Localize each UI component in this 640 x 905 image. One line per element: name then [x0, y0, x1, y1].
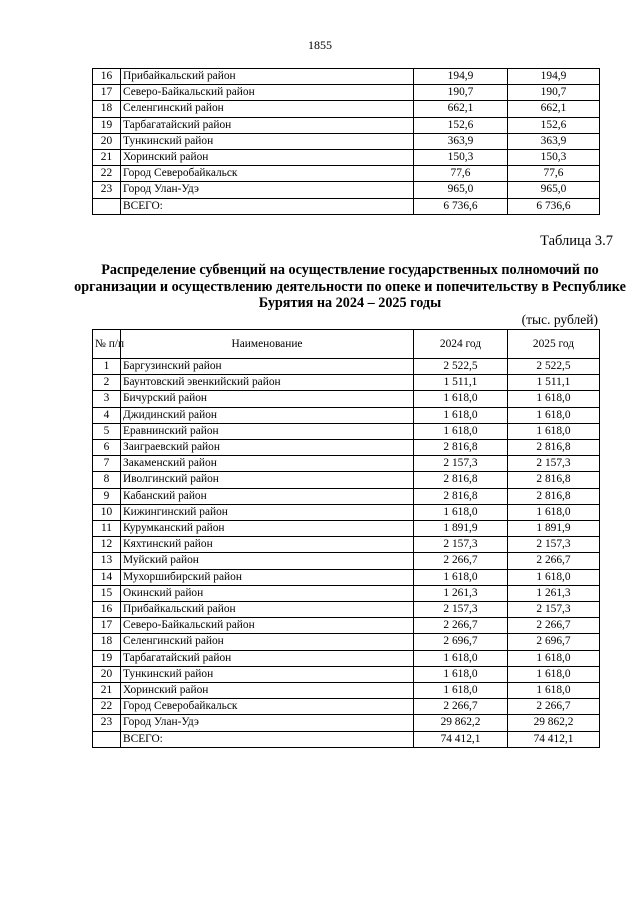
table-row — [93, 553, 600, 569]
table-row — [93, 683, 600, 699]
table-row — [93, 618, 600, 634]
row-name: Еравнинский район — [121, 423, 414, 439]
row-name: Селенгинский район — [121, 634, 414, 650]
row-number: 18 — [93, 634, 121, 650]
row-number: 3 — [93, 391, 121, 407]
row-number: 12 — [93, 537, 121, 553]
table-row — [93, 150, 600, 166]
row-name: Кяхтинский район — [121, 537, 414, 553]
row-name: Заиграевский район — [121, 440, 414, 456]
row-number: 20 — [93, 666, 121, 682]
row-name: Северо-Байкальский район — [121, 618, 414, 634]
row-name: Закаменский район — [121, 456, 414, 472]
page-number: 1855 — [308, 38, 332, 52]
row-value-2025: 1 618,0 — [508, 683, 600, 699]
row-value-2024: 2 157,3 — [414, 602, 508, 618]
row-number: 7 — [93, 456, 121, 472]
row-value-2025: 194,9 — [508, 69, 600, 85]
row-value-2025: 150,3 — [508, 150, 600, 166]
row-value-2025: 2 816,8 — [508, 472, 600, 488]
table-row — [93, 182, 600, 198]
table-row — [93, 569, 600, 585]
row-value-2025: 363,9 — [508, 133, 600, 149]
row-number: 23 — [93, 715, 121, 731]
table-row — [93, 699, 600, 715]
table-row — [93, 602, 600, 618]
row-value-2024: 1 618,0 — [414, 683, 508, 699]
row-value-2024: 1 891,9 — [414, 521, 508, 537]
row-value-2025: 1 618,0 — [508, 391, 600, 407]
table-heading: Распределение субвенций на осуществление государственных полномочий по организации и осуществлению деятельности по опеке и попечительству в Республике Бурятия на 2024 – 2025 годы — [74, 262, 626, 312]
row-value-2024: 1 618,0 — [414, 504, 508, 520]
row-name: ВСЕГО: — [121, 198, 414, 214]
row-value-2024: 74 412,1 — [414, 731, 508, 747]
row-name: Тарбагатайский район — [121, 650, 414, 666]
row-value-2024: 2 266,7 — [414, 618, 508, 634]
row-value-2025: 2 157,3 — [508, 456, 600, 472]
row-name: Окинский район — [121, 585, 414, 601]
row-value-2024: 2 816,8 — [414, 440, 508, 456]
row-number: 22 — [93, 699, 121, 715]
row-value-2025: 1 618,0 — [508, 504, 600, 520]
row-value-2024: 2 157,3 — [414, 456, 508, 472]
row-value-2025: 1 618,0 — [508, 423, 600, 439]
row-name: Мухоршибирский район — [121, 569, 414, 585]
table-row — [93, 391, 600, 407]
row-value-2024: 194,9 — [414, 69, 508, 85]
row-number: 17 — [93, 85, 121, 101]
row-number: 10 — [93, 504, 121, 520]
row-name: Тарбагатайский район — [121, 117, 414, 133]
row-value-2024: 2 266,7 — [414, 553, 508, 569]
units-label: (тыс. рублей) — [521, 312, 598, 327]
table-row — [93, 504, 600, 520]
row-value-2024: 965,0 — [414, 182, 508, 198]
table-row — [93, 359, 600, 375]
table1-body — [93, 69, 600, 215]
row-value-2025: 190,7 — [508, 85, 600, 101]
row-number: 15 — [93, 585, 121, 601]
row-value-2024: 190,7 — [414, 85, 508, 101]
table-row — [93, 69, 600, 85]
row-value-2025: 1 618,0 — [508, 650, 600, 666]
row-value-2025: 1 261,3 — [508, 585, 600, 601]
table-row — [93, 407, 600, 423]
row-value-2025: 1 618,0 — [508, 666, 600, 682]
guardianship-subsidy-table — [92, 329, 600, 748]
row-number: 14 — [93, 569, 121, 585]
row-name: Северо-Байкальский район — [121, 85, 414, 101]
row-name: Город Северобайкальск — [121, 166, 414, 182]
row-name: Баунтовский эвенкийский район — [121, 375, 414, 391]
row-value-2024: 150,3 — [414, 150, 508, 166]
row-value-2024: 1 618,0 — [414, 666, 508, 682]
row-number: 20 — [93, 133, 121, 149]
row-number: 8 — [93, 472, 121, 488]
table-row — [93, 375, 600, 391]
row-name: Кабанский район — [121, 488, 414, 504]
row-name: Селенгинский район — [121, 101, 414, 117]
row-name: Хоринский район — [121, 150, 414, 166]
header-name: Наименование — [121, 330, 414, 359]
row-number: 19 — [93, 117, 121, 133]
row-number — [93, 731, 121, 747]
row-number: 19 — [93, 650, 121, 666]
row-value-2024: 1 618,0 — [414, 407, 508, 423]
table-label: Таблица 3.7 — [540, 233, 613, 249]
row-value-2025: 2 266,7 — [508, 553, 600, 569]
row-value-2025: 2 696,7 — [508, 634, 600, 650]
row-value-2024: 2 696,7 — [414, 634, 508, 650]
row-value-2025: 1 511,1 — [508, 375, 600, 391]
row-number: 5 — [93, 423, 121, 439]
row-number: 4 — [93, 407, 121, 423]
row-value-2024: 2 157,3 — [414, 537, 508, 553]
row-number: 18 — [93, 101, 121, 117]
row-value-2025: 2 157,3 — [508, 602, 600, 618]
row-name: Хоринский район — [121, 683, 414, 699]
row-number: 21 — [93, 150, 121, 166]
row-name: Прибайкальский район — [121, 602, 414, 618]
row-value-2024: 6 736,6 — [414, 198, 508, 214]
row-value-2024: 2 266,7 — [414, 699, 508, 715]
row-value-2024: 1 618,0 — [414, 650, 508, 666]
row-number: 16 — [93, 69, 121, 85]
row-value-2024: 1 618,0 — [414, 569, 508, 585]
row-number — [93, 198, 121, 214]
row-value-2025: 2 157,3 — [508, 537, 600, 553]
row-value-2025: 965,0 — [508, 182, 600, 198]
row-name: Тункинский район — [121, 133, 414, 149]
row-name: Город Северобайкальск — [121, 699, 414, 715]
row-name: ВСЕГО: — [121, 731, 414, 747]
subsidy-table-continued — [92, 68, 600, 215]
row-value-2025: 6 736,6 — [508, 198, 600, 214]
table-row — [93, 731, 600, 747]
row-number: 11 — [93, 521, 121, 537]
row-value-2024: 363,9 — [414, 133, 508, 149]
table-row — [93, 198, 600, 214]
table-row — [93, 488, 600, 504]
row-number: 6 — [93, 440, 121, 456]
row-name: Кижингинский район — [121, 504, 414, 520]
header-2024: 2024 год — [414, 330, 508, 359]
row-value-2025: 662,1 — [508, 101, 600, 117]
header-2025: 2025 год — [508, 330, 600, 359]
row-value-2025: 152,6 — [508, 117, 600, 133]
table-row — [93, 472, 600, 488]
table-row — [93, 166, 600, 182]
table-row — [93, 715, 600, 731]
row-value-2024: 2 816,8 — [414, 472, 508, 488]
row-value-2024: 2 816,8 — [414, 488, 508, 504]
table-row — [93, 85, 600, 101]
row-value-2025: 77,6 — [508, 166, 600, 182]
row-value-2025: 2 266,7 — [508, 618, 600, 634]
row-name: Муйский район — [121, 553, 414, 569]
row-value-2024: 1 511,1 — [414, 375, 508, 391]
row-value-2024: 77,6 — [414, 166, 508, 182]
row-number: 1 — [93, 359, 121, 375]
row-value-2024: 1 261,3 — [414, 585, 508, 601]
row-value-2025: 74 412,1 — [508, 731, 600, 747]
row-name: Прибайкальский район — [121, 69, 414, 85]
row-number: 9 — [93, 488, 121, 504]
table-row — [93, 456, 600, 472]
row-value-2025: 2 522,5 — [508, 359, 600, 375]
row-number: 16 — [93, 602, 121, 618]
table-row — [93, 585, 600, 601]
row-name: Баргузинский район — [121, 359, 414, 375]
row-number: 23 — [93, 182, 121, 198]
table-row — [93, 117, 600, 133]
row-value-2025: 2 816,8 — [508, 440, 600, 456]
row-value-2024: 1 618,0 — [414, 423, 508, 439]
table-row — [93, 101, 600, 117]
row-name: Джидинский район — [121, 407, 414, 423]
row-name: Иволгинский район — [121, 472, 414, 488]
table-row — [93, 634, 600, 650]
row-value-2025: 29 862,2 — [508, 715, 600, 731]
row-name: Город Улан-Удэ — [121, 715, 414, 731]
table-row — [93, 133, 600, 149]
row-value-2025: 1 891,9 — [508, 521, 600, 537]
row-number: 17 — [93, 618, 121, 634]
row-name: Тункинский район — [121, 666, 414, 682]
row-name: Бичурский район — [121, 391, 414, 407]
row-value-2024: 1 618,0 — [414, 391, 508, 407]
row-value-2025: 1 618,0 — [508, 569, 600, 585]
row-value-2024: 152,6 — [414, 117, 508, 133]
header-num: № п/п — [93, 330, 121, 359]
table-row — [93, 666, 600, 682]
row-value-2024: 662,1 — [414, 101, 508, 117]
table-row — [93, 423, 600, 439]
table-row — [93, 650, 600, 666]
table-header-row — [93, 330, 600, 359]
table-row — [93, 440, 600, 456]
table2-body — [93, 359, 600, 748]
row-value-2025: 1 618,0 — [508, 407, 600, 423]
table-row — [93, 521, 600, 537]
row-number: 13 — [93, 553, 121, 569]
row-number: 21 — [93, 683, 121, 699]
row-number: 2 — [93, 375, 121, 391]
row-name: Курумканский район — [121, 521, 414, 537]
row-value-2025: 2 266,7 — [508, 699, 600, 715]
row-value-2024: 2 522,5 — [414, 359, 508, 375]
row-value-2025: 2 816,8 — [508, 488, 600, 504]
table-row — [93, 537, 600, 553]
row-value-2024: 29 862,2 — [414, 715, 508, 731]
row-number: 22 — [93, 166, 121, 182]
row-name: Город Улан-Удэ — [121, 182, 414, 198]
